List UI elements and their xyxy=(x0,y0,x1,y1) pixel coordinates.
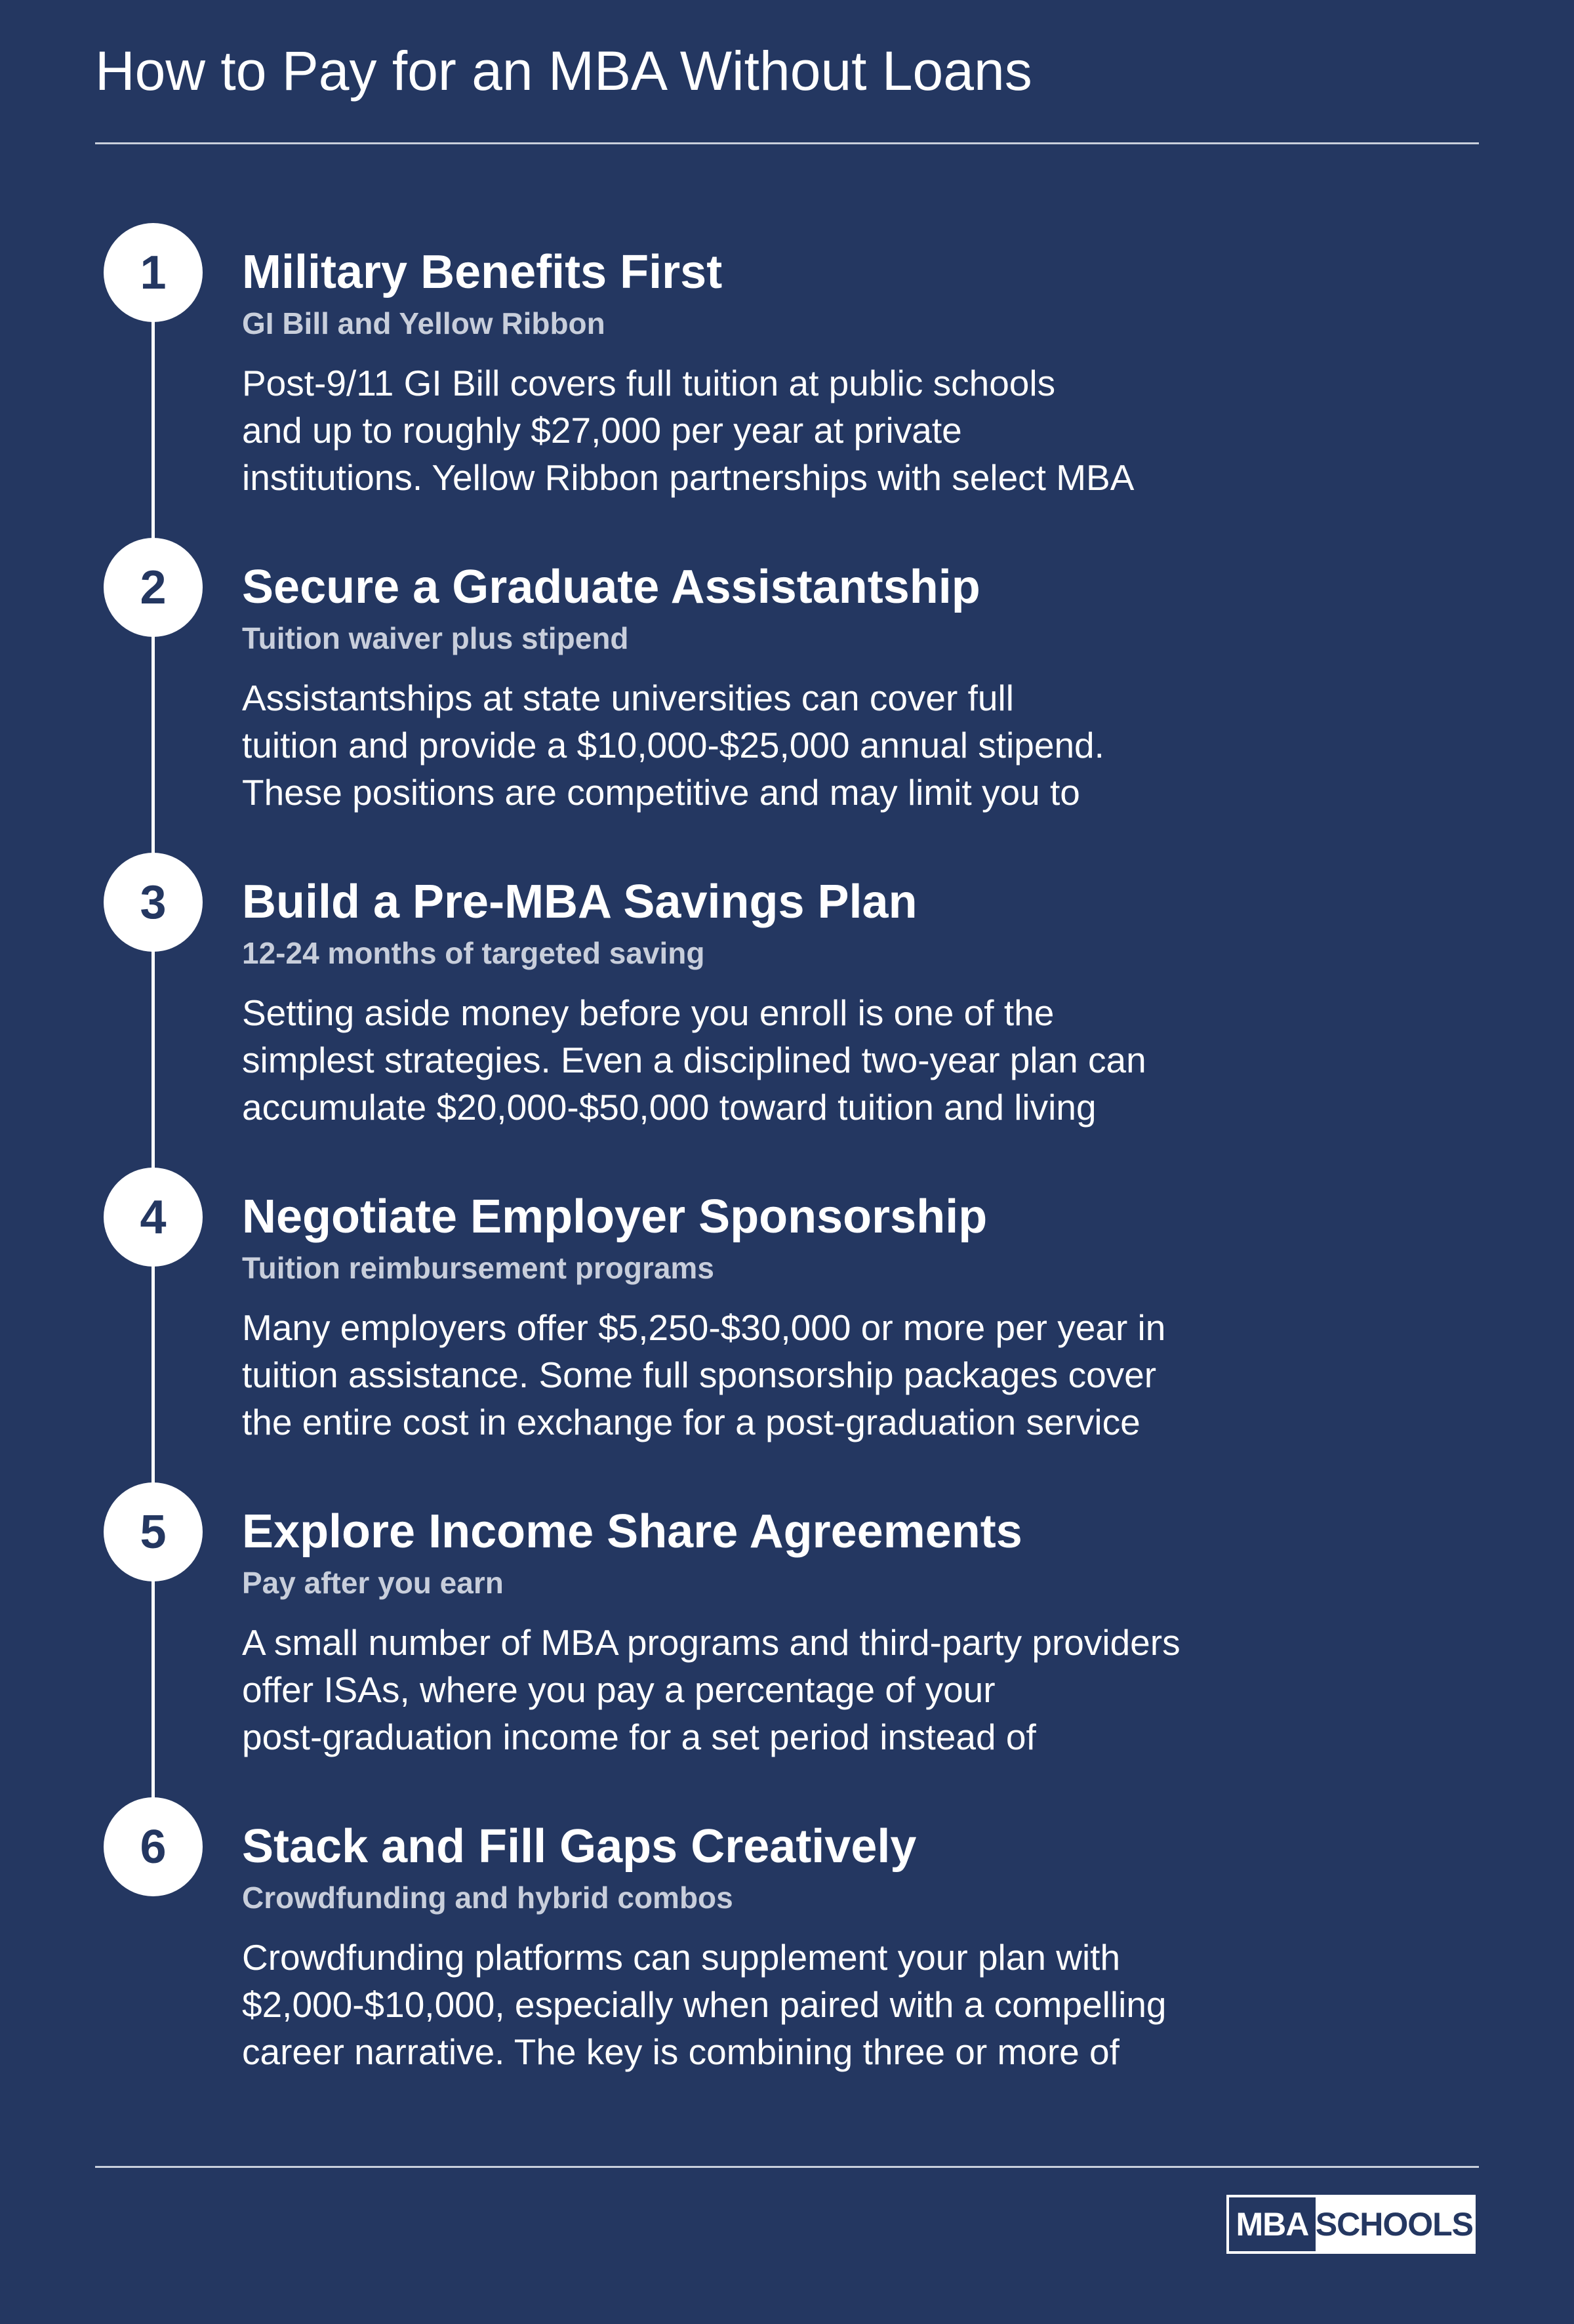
step-body xyxy=(242,1619,1265,1761)
brand-logo xyxy=(1226,2195,1476,2254)
step-body-line: career narrative. The key is combining three or more of xyxy=(242,2031,1120,2072)
step-item xyxy=(0,538,1574,840)
step-title: Negotiate Employer Sponsorship xyxy=(242,1191,988,1243)
step-body-line: These positions are competitive and may limit you to xyxy=(242,772,1080,813)
step-body-line: Many employers offer $5,250-$30,000 or more per year in xyxy=(242,1307,1166,1348)
step-subtitle: Tuition waiver plus stipend xyxy=(242,621,629,655)
step-item xyxy=(0,1797,1574,2099)
step-subtitle: Pay after you earn xyxy=(242,1566,504,1600)
step-body xyxy=(242,1304,1265,1446)
bottom-divider xyxy=(95,2166,1479,2168)
logo-mba-text: MBA xyxy=(1229,2197,1316,2251)
step-number-badge: 5 xyxy=(104,1482,203,1581)
step-body-line: Assistantships at state universities can cover full xyxy=(242,678,1014,718)
step-body-line: offer ISAs, where you pay a percentage of your xyxy=(242,1669,996,1710)
step-body-line: tuition and provide a $10,000-$25,000 annual stipend. xyxy=(242,725,1104,765)
step-title: Explore Income Share Agreements xyxy=(242,1505,1022,1558)
step-title: Stack and Fill Gaps Creatively xyxy=(242,1820,917,1873)
step-subtitle: Tuition reimbursement programs xyxy=(242,1251,714,1285)
step-body-line: $2,000-$10,000, especially when paired with a compelling xyxy=(242,1984,1167,2025)
step-number-badge: 4 xyxy=(104,1168,203,1267)
step-item xyxy=(0,853,1574,1154)
step-body-line: Setting aside money before you enroll is one of the xyxy=(242,992,1055,1033)
step-title: Military Benefits First xyxy=(242,246,723,298)
step-body xyxy=(242,989,1265,1131)
step-body-line: accumulate $20,000-$50,000 toward tuition and living xyxy=(242,1087,1097,1128)
step-title: Build a Pre-MBA Savings Plan xyxy=(242,876,918,928)
step-subtitle: Crowdfunding and hybrid combos xyxy=(242,1881,733,1915)
step-title: Secure a Graduate Assistantship xyxy=(242,561,980,613)
step-subtitle: 12-24 months of targeted saving xyxy=(242,936,705,970)
step-body-line: tuition assistance. Some full sponsorship packages cover xyxy=(242,1355,1157,1395)
step-subtitle: GI Bill and Yellow Ribbon xyxy=(242,306,605,340)
step-body-line: Crowdfunding platforms can supplement your plan with xyxy=(242,1937,1121,1978)
page-title: How to Pay for an MBA Without Loans xyxy=(95,40,1032,102)
step-body-line: post-graduation income for a set period instead of xyxy=(242,1717,1036,1757)
step-body-line: and up to roughly $27,000 per year at private xyxy=(242,410,962,451)
step-body xyxy=(242,359,1265,501)
step-item xyxy=(0,1168,1574,1469)
step-body-line: Post-9/11 GI Bill covers full tuition at public schools xyxy=(242,363,1056,403)
step-number-badge: 2 xyxy=(104,538,203,637)
step-number-badge: 1 xyxy=(104,223,203,322)
step-body-line: A small number of MBA programs and third-party providers xyxy=(242,1622,1180,1663)
step-body xyxy=(242,674,1265,816)
step-number-badge: 6 xyxy=(104,1797,203,1896)
step-item xyxy=(0,1482,1574,1784)
step-body-line: institutions. Yellow Ribbon partnerships with select MBA xyxy=(242,457,1135,498)
logo-schools-text: SCHOOLS xyxy=(1316,2197,1473,2251)
step-number-badge: 3 xyxy=(104,853,203,952)
step-body xyxy=(242,1934,1265,2075)
step-item xyxy=(0,223,1574,525)
step-body-line: simplest strategies. Even a disciplined two-year plan can xyxy=(242,1040,1146,1080)
step-body-line: the entire cost in exchange for a post-graduation service xyxy=(242,1402,1140,1442)
